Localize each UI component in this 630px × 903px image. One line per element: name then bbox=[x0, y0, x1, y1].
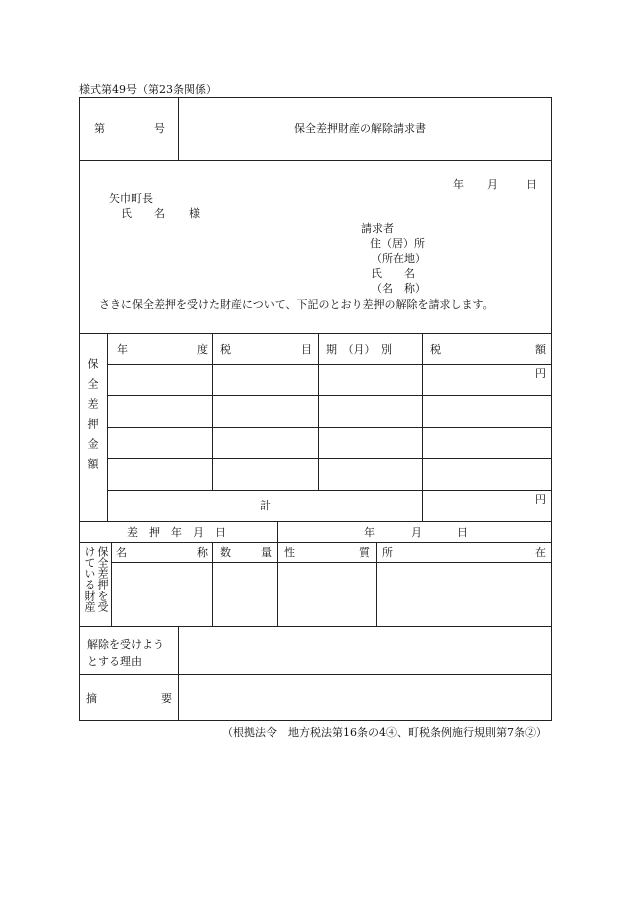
legal-basis-footer: （根拠法令 地方税法第16条の4④、町税条例施行規則第7条②） bbox=[222, 726, 547, 739]
prop-header-qty-a: 数 bbox=[220, 546, 231, 559]
request-body-text: さきに保全差押を受けた財産について、下記のとおり差押の解除を請求します。 bbox=[99, 298, 494, 311]
requester-address: 住（居）所 bbox=[370, 237, 425, 250]
header-year-b: 度 bbox=[197, 343, 208, 356]
seizure-month: 月 bbox=[411, 526, 422, 539]
prop-header-name-b: 称 bbox=[197, 546, 208, 559]
reason-label: 解除を受けようとする理由 bbox=[87, 638, 164, 668]
property-side-label: 保全差押を受けている財産 bbox=[83, 546, 109, 612]
town-head: 矢巾町長 bbox=[109, 192, 153, 205]
seizure-day: 日 bbox=[457, 526, 468, 539]
number-label-right: 号 bbox=[154, 122, 165, 135]
prop-header-loc-b: 在 bbox=[535, 546, 546, 559]
prop-header-loc-a: 所 bbox=[382, 546, 393, 559]
yen-unit-first: 円 bbox=[535, 367, 546, 380]
header-taxamt-a: 税 bbox=[430, 343, 441, 356]
date-month: 月 bbox=[487, 178, 498, 191]
form-frame bbox=[79, 97, 552, 721]
requester-name-alt: （名 称） bbox=[371, 282, 426, 295]
addressee-name-label: 氏 名 bbox=[121, 207, 165, 220]
header-period: 期 （月） 別 bbox=[326, 343, 392, 356]
prop-header-name-a: 名 bbox=[116, 546, 127, 559]
header-taxamt-b: 額 bbox=[535, 343, 546, 356]
header-tax-a: 税 bbox=[220, 343, 231, 356]
prop-header-qty-b: 量 bbox=[261, 546, 272, 559]
date-year: 年 bbox=[453, 178, 464, 191]
summary-label-a: 摘 bbox=[86, 692, 97, 705]
addressee-sama: 様 bbox=[189, 207, 200, 220]
amount-side-label: 保全差押金額 bbox=[86, 358, 99, 478]
requester-label: 請求者 bbox=[361, 222, 394, 235]
seizure-year: 年 bbox=[364, 526, 375, 539]
form-number: 様式第49号（第23条関係） bbox=[79, 83, 217, 96]
header-tax-b: 目 bbox=[301, 343, 312, 356]
date-day: 日 bbox=[526, 178, 537, 191]
form-title: 保全差押財産の解除請求書 bbox=[294, 122, 426, 135]
requester-location: （所在地） bbox=[371, 252, 426, 265]
yen-unit-total: 円 bbox=[535, 493, 546, 506]
number-label-left: 第 bbox=[94, 122, 105, 135]
header-year-a: 年 bbox=[117, 343, 128, 356]
prop-header-nature-a: 性 bbox=[284, 546, 295, 559]
requester-name: 氏 名 bbox=[371, 267, 415, 280]
prop-header-nature-b: 質 bbox=[359, 546, 370, 559]
seizure-date-label: 差 押 年 月 日 bbox=[127, 526, 226, 539]
summary-label-b: 要 bbox=[161, 692, 172, 705]
total-label: 計 bbox=[260, 499, 271, 512]
